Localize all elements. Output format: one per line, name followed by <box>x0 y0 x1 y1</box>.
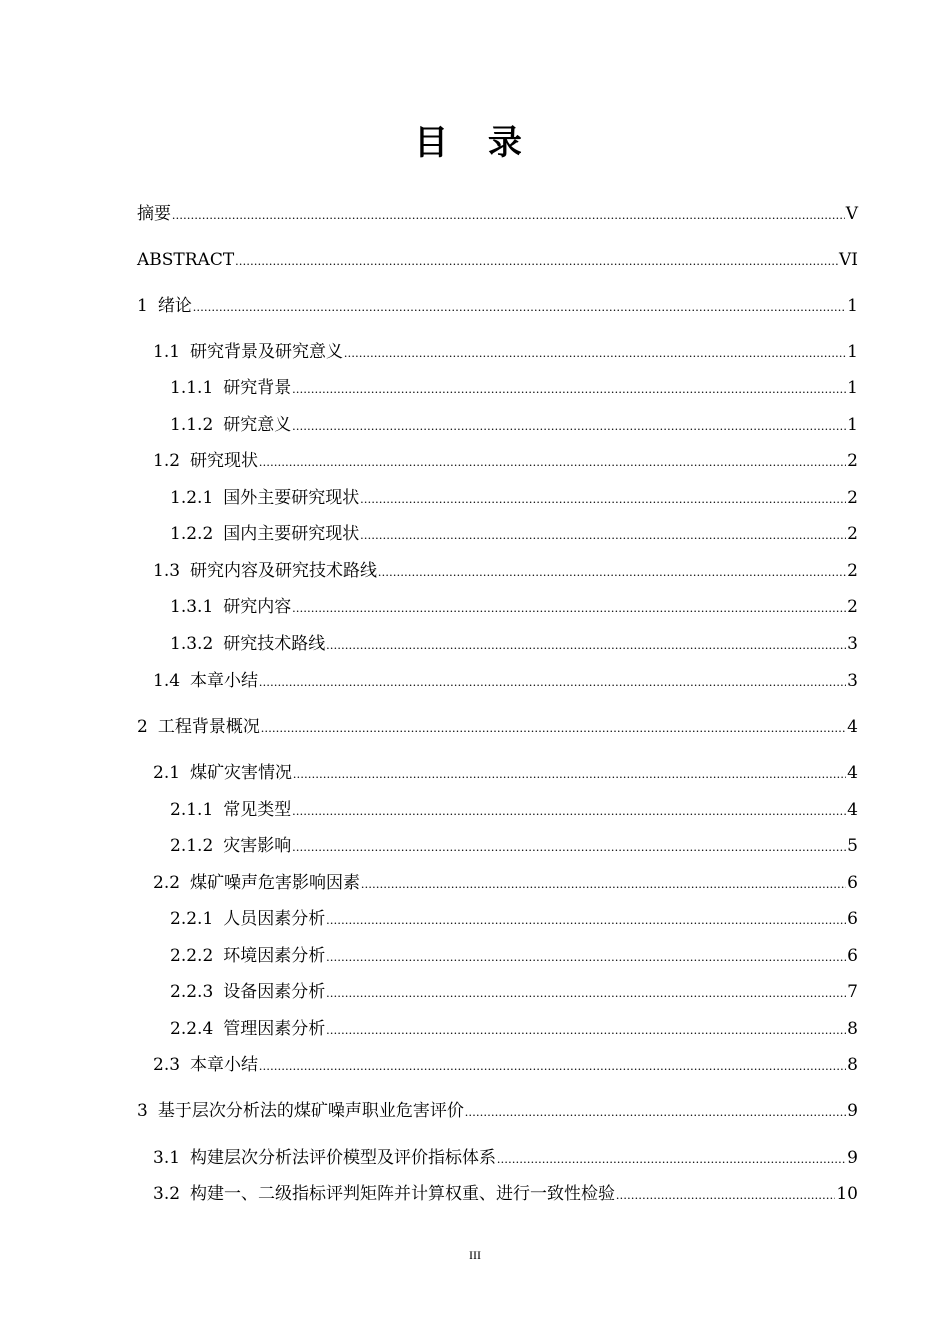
toc-entry-chapter-1[interactable] <box>137 294 858 319</box>
toc-entry-page: 3 <box>847 671 858 691</box>
toc-entry-number: 1.2.1 <box>170 488 214 508</box>
toc-entry-text: 研究技术路线 <box>223 634 326 654</box>
toc-entry-text: 灾害影响 <box>223 836 292 856</box>
toc-entry-page: V <box>845 204 858 224</box>
dot-leader <box>292 835 846 859</box>
dot-leader <box>360 523 846 547</box>
dot-leader <box>235 249 838 273</box>
toc-entry-text: 管理因素分析 <box>223 1019 326 1039</box>
toc-entry-section-1-2[interactable] <box>153 449 858 474</box>
dot-leader <box>259 670 846 694</box>
toc-entry-page: 7 <box>847 982 858 1002</box>
toc-entry-number: 3 <box>137 1101 148 1121</box>
toc-entry-page: 1 <box>847 296 858 316</box>
toc-entry-page: 2 <box>847 597 858 617</box>
dot-leader <box>292 799 846 823</box>
dot-leader <box>326 945 846 969</box>
toc-entry-number: 1.2.2 <box>170 524 214 544</box>
toc-entry-text: 研究意义 <box>223 415 292 435</box>
toc-entry-page: 6 <box>847 946 858 966</box>
toc-entry-section-2-2-1[interactable] <box>170 907 858 932</box>
toc-entry-chapter-3[interactable] <box>137 1099 858 1124</box>
toc-entry-page: 9 <box>847 1148 858 1168</box>
toc-entry-page: 8 <box>847 1019 858 1039</box>
toc-entry-page: 4 <box>847 800 858 820</box>
toc-entry-number: 1 <box>137 296 148 316</box>
toc-entry-page: VI <box>839 250 858 270</box>
dot-leader <box>172 203 845 227</box>
toc-entry-section-1-2-1[interactable] <box>170 486 858 511</box>
toc-entry-page: 2 <box>847 488 858 508</box>
toc-entry-number: 2 <box>137 717 148 737</box>
toc-entry-section-3-2[interactable] <box>153 1182 858 1207</box>
toc-entry-number: 1.1 <box>153 342 181 362</box>
dot-leader <box>259 450 846 474</box>
toc-entry-section-2-2-2[interactable] <box>170 944 858 969</box>
toc-entry-number: 1.3.2 <box>170 634 214 654</box>
toc-entry-page: 2 <box>847 524 858 544</box>
toc-entry-abstract-cn[interactable] <box>137 202 858 227</box>
toc-entry-abstract-en[interactable] <box>137 248 858 273</box>
toc-entry-section-2-2-4[interactable] <box>170 1017 858 1042</box>
toc-entry-page: 5 <box>847 836 858 856</box>
toc-entry-text: 基于层次分析法的煤矿噪声职业危害评价 <box>157 1101 464 1121</box>
toc-entry-number: 3.2 <box>153 1184 181 1204</box>
toc-entry-section-2-1[interactable] <box>153 761 858 786</box>
dot-leader <box>361 872 846 896</box>
dot-leader <box>292 377 846 401</box>
dot-leader <box>293 762 846 786</box>
toc-entry-text: 研究内容及研究技术路线 <box>190 561 378 581</box>
toc-entry-section-2-2[interactable] <box>153 871 858 896</box>
toc-entry-page: 1 <box>847 378 858 398</box>
toc-entry-page: 1 <box>847 415 858 435</box>
toc-entry-section-1-3-1[interactable] <box>170 595 858 620</box>
toc-entry-number: 2.1 <box>153 763 181 783</box>
toc-entry-text: 煤矿灾害情况 <box>190 763 293 783</box>
toc-entry-text: 研究背景及研究意义 <box>190 342 344 362</box>
toc-entry-number: 3.1 <box>153 1148 181 1168</box>
toc-entry-number: 1.3 <box>153 561 181 581</box>
dot-leader <box>326 633 846 657</box>
toc-entry-page: 8 <box>847 1055 858 1075</box>
dot-leader <box>292 414 846 438</box>
toc-entry-text: 国外主要研究现状 <box>223 488 360 508</box>
toc-entry-text: 本章小结 <box>190 1055 259 1075</box>
toc-entry-text: 人员因素分析 <box>223 909 326 929</box>
toc-entry-page: 2 <box>847 451 858 471</box>
toc-entry-text: 常见类型 <box>223 800 292 820</box>
toc-entry-number: 1.3.1 <box>170 597 214 617</box>
toc-entry-page: 3 <box>847 634 858 654</box>
dot-leader <box>261 716 846 740</box>
toc-entry-section-1-3[interactable] <box>153 559 858 584</box>
dot-leader <box>326 1018 846 1042</box>
toc-entry-page: 6 <box>847 873 858 893</box>
toc-entry-text: 研究现状 <box>190 451 259 471</box>
toc-entry-text: 构建层次分析法评价模型及评价指标体系 <box>190 1148 497 1168</box>
toc-entry-section-1-1-1[interactable] <box>170 376 858 401</box>
dot-leader <box>344 341 846 365</box>
dot-leader <box>465 1100 846 1124</box>
toc-entry-section-1-1-2[interactable] <box>170 413 858 438</box>
toc-entry-chapter-2[interactable] <box>137 715 858 740</box>
toc-entry-number: 2.2.3 <box>170 982 214 1002</box>
toc-entry-number: 2.3 <box>153 1055 181 1075</box>
toc-entry-number: 2.2.2 <box>170 946 214 966</box>
toc-entry-number: 2.2 <box>153 873 181 893</box>
toc-entry-text: 环境因素分析 <box>223 946 326 966</box>
toc-entry-number: 2.2.1 <box>170 909 214 929</box>
toc-entry-text: 构建一、二级指标评判矩阵并计算权重、进行一致性检验 <box>190 1184 616 1204</box>
toc-entry-page: 4 <box>847 763 858 783</box>
toc-entry-section-2-1-1[interactable] <box>170 798 858 823</box>
dot-leader <box>193 295 846 319</box>
toc-title: 目 录 <box>414 123 536 163</box>
toc-entry-number: 1.2 <box>153 451 181 471</box>
toc-entry-page: 2 <box>847 561 858 581</box>
toc-entry-text: 煤矿噪声危害影响因素 <box>190 873 361 893</box>
toc-entry-text: 国内主要研究现状 <box>223 524 360 544</box>
toc-entry-section-2-3[interactable] <box>153 1053 858 1078</box>
toc-entry-text: 研究背景 <box>223 378 292 398</box>
toc-entry-page: 1 <box>847 342 858 362</box>
toc-entry-section-3-1[interactable] <box>153 1146 858 1171</box>
toc-entry-text: ABSTRACT <box>137 250 235 270</box>
toc-entry-section-2-2-3[interactable] <box>170 980 858 1005</box>
toc-entry-number: 2.1.1 <box>170 800 214 820</box>
toc-entry-text: 绪论 <box>157 296 192 316</box>
toc-entry-page: 4 <box>847 717 858 737</box>
toc-entry-text: 摘要 <box>137 204 171 224</box>
toc-entry-section-1-3-2[interactable] <box>170 632 858 657</box>
page-number-footer: III <box>469 1248 481 1262</box>
toc-entry-number: 2.2.4 <box>170 1019 214 1039</box>
toc-entry-number: 1.1.2 <box>170 415 214 435</box>
toc-entry-page: 6 <box>847 909 858 929</box>
toc-entry-page: 10 <box>836 1184 858 1204</box>
dot-leader <box>326 981 846 1005</box>
toc-entry-section-2-1-2[interactable] <box>170 834 858 859</box>
toc-entry-text: 本章小结 <box>190 671 259 691</box>
toc-entry-section-1-4[interactable] <box>153 669 858 694</box>
toc-entry-number: 1.1.1 <box>170 378 214 398</box>
dot-leader <box>616 1183 835 1207</box>
toc-entry-number: 1.4 <box>153 671 181 691</box>
dot-leader <box>378 560 846 584</box>
dot-leader <box>259 1054 846 1078</box>
toc-entry-page: 9 <box>847 1101 858 1121</box>
toc-entry-text: 设备因素分析 <box>223 982 326 1002</box>
toc-entry-text: 工程背景概况 <box>157 717 260 737</box>
dot-leader <box>360 487 846 511</box>
toc-entry-number: 2.1.2 <box>170 836 214 856</box>
toc-entry-section-1-1[interactable] <box>153 340 858 365</box>
dot-leader <box>292 596 846 620</box>
dot-leader <box>326 908 846 932</box>
toc-entry-section-1-2-2[interactable] <box>170 522 858 547</box>
dot-leader <box>497 1147 846 1171</box>
toc-entry-text: 研究内容 <box>223 597 292 617</box>
